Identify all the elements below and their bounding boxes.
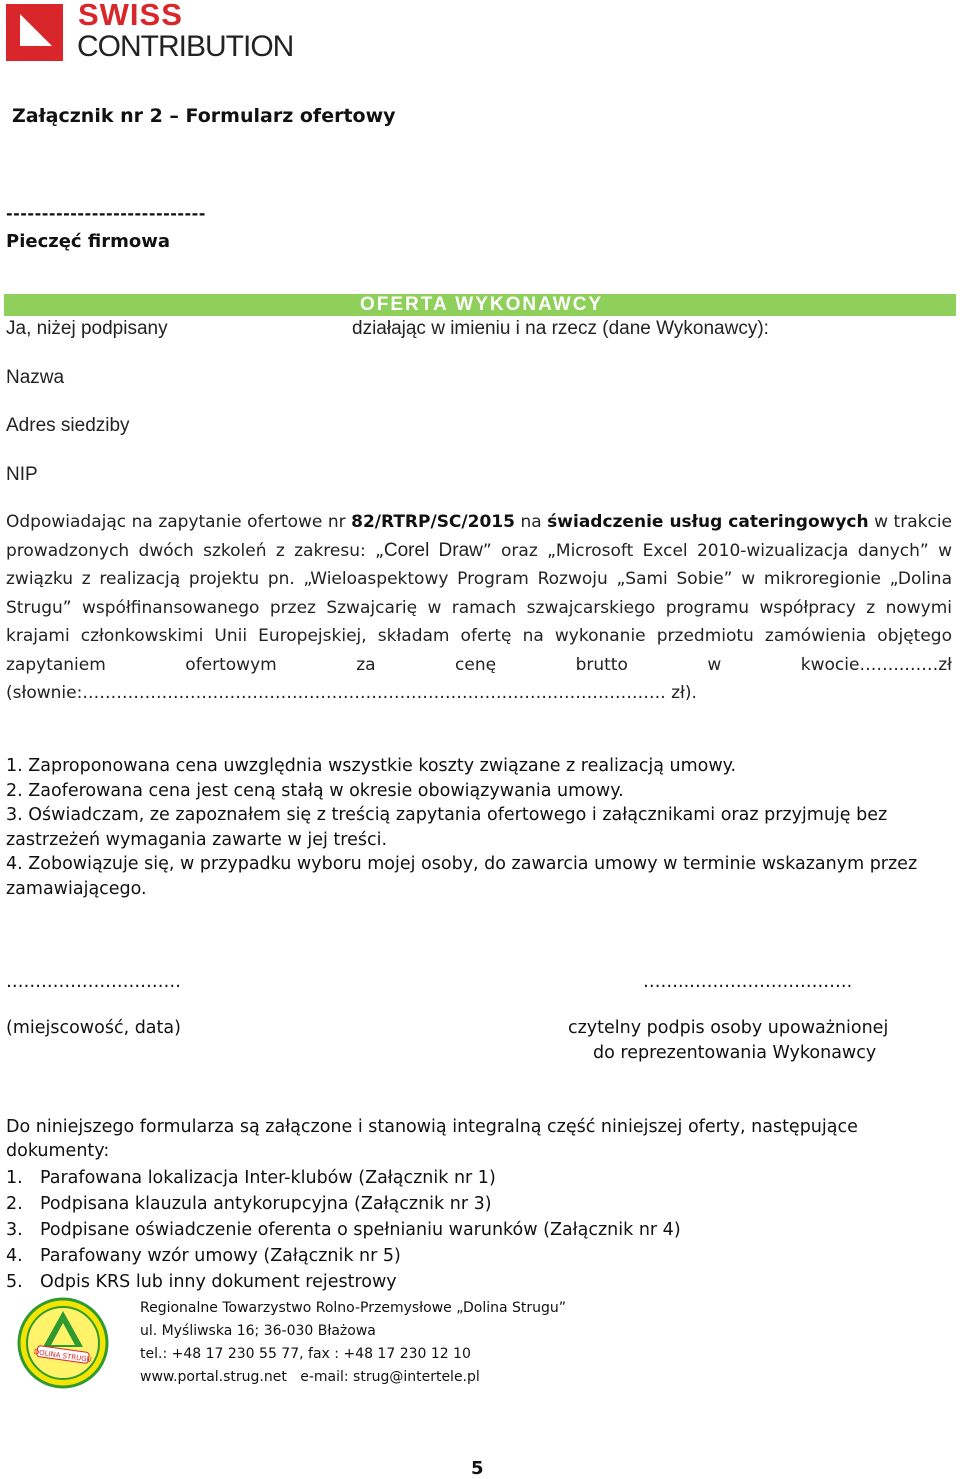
stamp-label: Pieczęć firmowa [6, 231, 170, 252]
paragraph-text: na [514, 512, 548, 532]
page-number: 5 [471, 1458, 484, 1479]
signed-right-label: działając w imieniu i na rzecz (dane Wykonawcy): [352, 318, 769, 339]
attachments-intro: Do niniejszego formularza są załączone i stanowią integralną część niniejszej oferty, następujące dokumenty: [6, 1117, 858, 1161]
statement-item: 2. Zaoferowana cena jest ceną stałą w okresie obowiązywania umowy. [6, 780, 624, 801]
attachment-text: Parafowana lokalizacja Inter-klubów (Załącznik nr 1) [40, 1168, 496, 1188]
statements-list [6, 754, 952, 901]
course-corel: Corel Draw [383, 539, 483, 561]
place-date-dots: ………………………… [6, 972, 181, 992]
statement-item: 3. Oświadczam, ze zapoznałem się z treścią zapytania ofertowego i załącznikami oraz przyjmuję bez zastrzeżeń wymagania zawarte w jej treści. [6, 805, 888, 850]
attachment-text: Odpis KRS lub inny dokument rejestrowy [40, 1272, 397, 1292]
attachment-text: Parafowany wzór umowy (Załącznik nr 5) [40, 1246, 401, 1266]
footer-address: ul. Myśliwska 16; 36-030 Błażowa [140, 1323, 376, 1339]
offer-header-label: OFERTA WYKONAWCY [360, 294, 604, 315]
offer-paragraph [6, 508, 952, 708]
signature-dots: ……..………………………. [643, 972, 853, 992]
attachment-text: Podpisana klauzula antykorupcyjna (Załącznik nr 3) [40, 1194, 492, 1214]
logo-swiss-text: SWISS [78, 0, 183, 32]
logo-contribution-text: CONTRIBUTION [77, 30, 294, 63]
footer-contact [140, 1297, 566, 1389]
inquiry-number: 82/RTRP/SC/2015 [351, 512, 515, 532]
footer-organization: Regionalne Towarzystwo Rolno-Przemysłowe „Dolina Strugu” [140, 1300, 567, 1316]
footer-web: www.portal.strug.net e-mail: strug@intertele.pl [140, 1369, 480, 1385]
attachment-number: 4. [6, 1246, 23, 1266]
attachment-item [6, 1165, 681, 1191]
name-field-label: Nazwa [6, 367, 65, 388]
attachment-item [6, 1217, 681, 1243]
statement-item: 4. Zobowiązuje się, w przypadku wyboru mojej osoby, do zawarcia umowy w terminie wskazanym przez zamawiającego. [6, 854, 918, 899]
attachment-number: 5. [6, 1272, 23, 1292]
service-name: świadczenie usług cateringowych [547, 512, 869, 532]
attachment-number: 2. [6, 1194, 23, 1214]
attachment-item [6, 1191, 681, 1217]
page-title: Załącznik nr 2 – Formularz ofertowy [12, 105, 396, 127]
signed-left-label: Ja, niżej podpisany [6, 318, 168, 339]
paragraph-text: ” oraz „Microsoft Excel 2010-wizualizacja danych” w związku z realizacją projektu pn. „Wieloaspektowy Program Rozwoju „Sami Sobie” w mikroregionie „Dolina Strugu” współfinansowanego przez Szwajcarię w ramach szwajcarskiego programu współpracy z nowymi krajami członkowskimi Unii Europejskiej, składam ofertę na wykonanie przedmiotu zamówienia objętego zapytaniem ofertowym za cenę brutto w kwocie……..……zł (słownie:…………………………………………………………………………………………. zł). [6, 540, 952, 703]
attachment-item [6, 1243, 681, 1269]
address-field-label: Adres siedziby [6, 415, 130, 436]
attachments-list [6, 1165, 681, 1295]
attachment-item [6, 1269, 681, 1295]
paragraph-text: Odpowiadając na zapytanie ofertowe nr [6, 512, 352, 532]
paragraph-text: w trakcie prowadzonych dwóch szkoleń z zakresu: „ [6, 512, 953, 561]
stamp-dashes: ---------------------------- [6, 204, 206, 223]
swiss-contribution-logo-mark [6, 4, 63, 61]
dolina-strugu-logo [17, 1297, 109, 1389]
signature-label-line1: czytelny podpis osoby upoważnionej [568, 1018, 889, 1038]
statement-item: 1. Zaproponowana cena uwzględnia wszystkie koszty związane z realizacją umowy. [6, 756, 737, 776]
logo-inner-text: DOLINA STRUGU [33, 1347, 93, 1365]
footer-phone: tel.: +48 17 230 55 77, fax : +48 17 230 12 10 [140, 1346, 471, 1362]
place-date-label: (miejscowość, data) [6, 1018, 181, 1038]
attachment-text: Podpisane oświadczenie oferenta o spełnianiu warunków (Załącznik nr 4) [40, 1220, 681, 1240]
attachment-number: 3. [6, 1220, 23, 1240]
attachment-number: 1. [6, 1168, 23, 1188]
nip-field-label: NIP [6, 464, 38, 485]
signature-label-line2: do reprezentowania Wykonawcy [593, 1043, 877, 1063]
